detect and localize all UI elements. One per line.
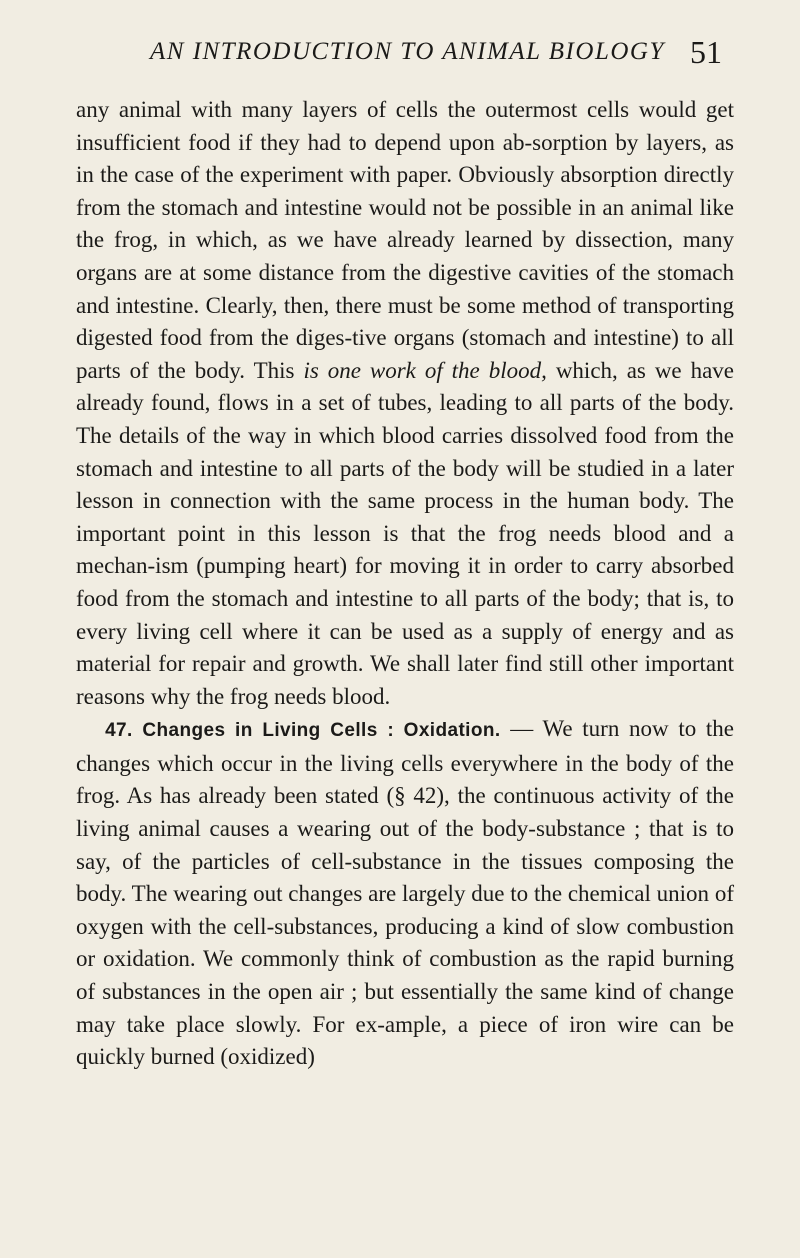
- section-text: We turn now to the changes which occur in the living cells everywhere in the body of the frog. As has already been stated (§ 42), the continuous activity of the living animal causes a wearing out of the body-substance ; that is to say, of the particles of cell-substance in the tissues composing the body. The wearing out changes are largely due to the chemical union of oxygen with the cell-substances, producing a kind of slow combustion or oxidation. We commonly think of combustion as the rapid burning of substances in the open air ; but essentially the same kind of change may take place slowly. For ex-ample, a piece of iron wire can be quickly burned (oxidized): [76, 716, 735, 1070]
- section-heading: Changes in Living Cells : Oxidation.: [142, 720, 501, 742]
- paragraph-text-before-emphasis: any animal with many layers of cells the outermost cells would get insufficient food if they had to depend upon ab-sorption by layers, as in the case of the experiment with paper. Obviously absorption directly from the stomach and intestine would not be possible in an animal like the frog, in which, as we have already learned by dissection, many organs are at some distance from the digestive cavities of the stomach and intestine. Clearly, then, there must be some method of transporting digested food from the diges-tive organs (stomach and intestine) to all parts of the body. This: [76, 97, 734, 383]
- paragraph-text-after-emphasis: which, as we have already found, flows in a set of tubes, leading to all parts of the body. The details of the way in which blood carries dissolved food from the stomach and intestine to all parts of the body will be studied in a later lesson in connection with the same process in the human body. The important point in this lesson is that the frog needs blood and a mechan-ism (pumping heart) for moving it in order to carry absorbed food from the stomach and intestine to all parts of the body; that is, to every living cell where it can be used as a supply of energy and as material for repair and growth. We shall later find still other important reasons why the frog needs blood.: [76, 357, 735, 709]
- body-text: [76, 94, 734, 1074]
- running-head: AN INTRODUCTION TO ANIMAL BIOLOGY: [150, 38, 665, 65]
- section-dash: —: [510, 716, 534, 742]
- section-number: 47.: [105, 720, 133, 742]
- section-47-paragraph: [76, 713, 734, 1074]
- emphasized-phrase: is one work of the blood,: [303, 357, 547, 383]
- paragraph-continuation: [76, 94, 734, 713]
- page-number: 51: [690, 34, 722, 70]
